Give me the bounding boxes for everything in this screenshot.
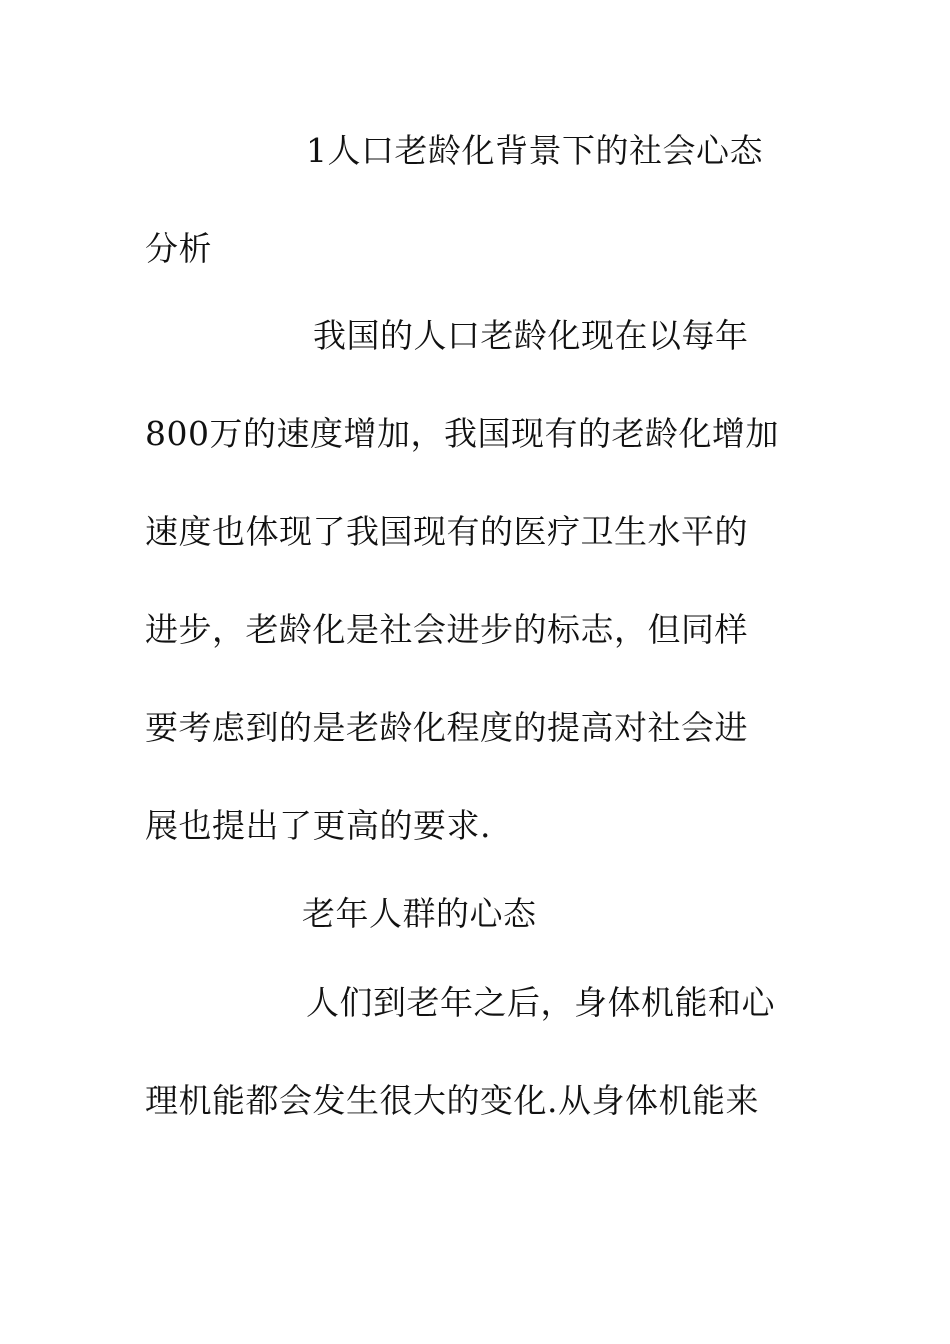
paragraph-line: 理机能都会发生很大的变化.从身体机能来 (145, 1081, 759, 1120)
section-heading: 1人口老龄化背景下的社会心态 (306, 131, 763, 170)
subheading: 老年人群的心态 (302, 894, 537, 933)
paragraph-line: 800万的速度增加，我国现有的老龄化增加 (145, 414, 779, 453)
section-heading-continuation: 分析 (145, 229, 212, 268)
paragraph-line: 进步，老龄化是社会进步的标志，但同样 (145, 610, 748, 649)
paragraph-line: 要考虑到的是老龄化程度的提高对社会进 (145, 708, 748, 747)
paragraph-line: 速度也体现了我国现有的医疗卫生水平的 (145, 512, 748, 551)
paragraph-line: 展也提出了更高的要求. (145, 806, 491, 845)
paragraph-line: 人们到老年之后，身体机能和心 (306, 983, 775, 1022)
paragraph-line: 我国的人口老龄化现在以每年 (313, 316, 749, 355)
